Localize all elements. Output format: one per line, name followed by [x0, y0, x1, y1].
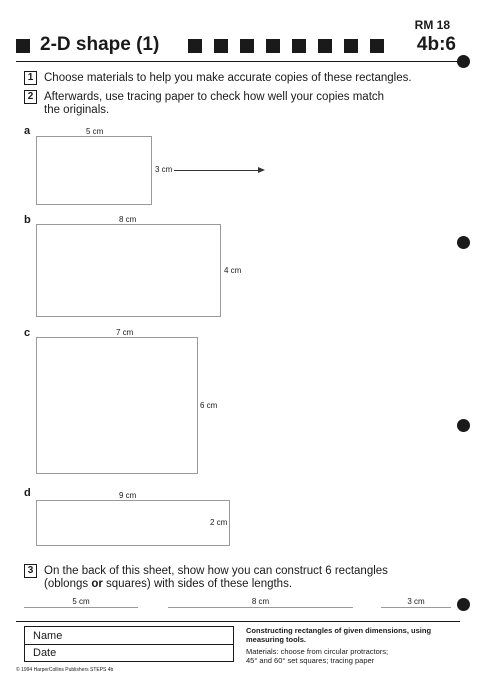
header-rule — [16, 61, 458, 62]
rectangle-b-height: 4 cm — [224, 266, 242, 275]
title-row — [16, 34, 456, 58]
length-label: 5 cm — [72, 597, 90, 606]
instruction-text-line-1: Afterwards, use tracing paper to check how well your copies match — [44, 91, 385, 103]
instruction-text-line-2: the originals. — [44, 104, 110, 116]
rectangle-c-height: 6 cm — [200, 401, 218, 410]
teacher-note-line-2: 45° and 60° set squares; tracing paper — [246, 656, 375, 665]
name-date-box — [24, 626, 234, 662]
rectangle-c-width: 7 cm — [116, 328, 134, 337]
instruction-text: Choose materials to help you make accurate copies of these rectangles. — [44, 72, 412, 84]
rectangle-letter-d: d — [24, 487, 31, 499]
instruction-number: 3 — [24, 564, 37, 578]
teacher-note-title: Constructing rectangles of given dimensions, using measuring tools. — [246, 626, 432, 644]
length-line-3cm — [381, 607, 451, 608]
rectangle-b-width: 8 cm — [119, 215, 137, 224]
teacher-note-line-1: Materials: choose from circular protractors; — [246, 647, 389, 656]
instruction-1 — [24, 72, 444, 86]
decor-square-icon — [318, 39, 332, 53]
instruction-number: 2 — [24, 90, 37, 104]
rectangle-b — [36, 224, 221, 317]
date-label: Date — [33, 647, 57, 659]
arrow-right-icon — [258, 167, 265, 173]
instruction-number: 1 — [24, 71, 37, 85]
sheet-reference: RM 18 — [414, 18, 450, 32]
length-line-5cm — [24, 607, 138, 608]
rectangle-d — [36, 500, 230, 546]
teacher-note-body — [246, 647, 460, 665]
punch-hole-icon — [457, 419, 470, 432]
instruction-2 — [24, 91, 444, 119]
rectangle-a-width: 5 cm — [86, 127, 104, 136]
decor-square-icon — [240, 39, 254, 53]
rectangle-c — [36, 337, 198, 474]
decor-square-icon — [188, 39, 202, 53]
punch-hole-icon — [457, 598, 470, 611]
length-label: 3 cm — [407, 597, 425, 606]
punch-hole-icon — [457, 55, 470, 68]
decor-square-icon — [266, 39, 280, 53]
rectangle-letter-a: a — [24, 125, 31, 137]
rectangle-letter-c: c — [24, 327, 31, 339]
rectangle-a-height: 3 cm — [155, 165, 173, 174]
rectangle-a — [36, 136, 152, 205]
field-divider — [25, 644, 233, 645]
footer-rule — [16, 621, 460, 622]
arrow-line — [174, 170, 258, 171]
rectangle-d-height: 2 cm — [210, 518, 228, 527]
punch-hole-icon — [457, 236, 470, 249]
rectangle-d-width: 9 cm — [119, 491, 137, 500]
decor-square-icon — [344, 39, 358, 53]
decor-square-icon — [214, 39, 228, 53]
sheet-code: 4b:6 — [416, 34, 456, 55]
instruction-text-line-1: On the back of this sheet, show how you can construct 6 rectangles — [44, 565, 388, 577]
page-title: 2-D shape (1) — [40, 34, 160, 55]
rectangle-letter-b: b — [24, 214, 31, 226]
title-square-icon — [16, 39, 30, 53]
copyright: © 1994 HarperCollins Publishers STEPS 4b — [16, 667, 114, 673]
instruction-text-line-2: (oblongs or squares) with sides of these lengths. — [44, 578, 293, 590]
length-line-8cm — [168, 607, 353, 608]
length-label: 8 cm — [251, 597, 270, 606]
name-label: Name — [33, 630, 63, 642]
decor-square-icon — [292, 39, 306, 53]
instruction-3 — [24, 565, 444, 593]
decor-square-icon — [370, 39, 384, 53]
